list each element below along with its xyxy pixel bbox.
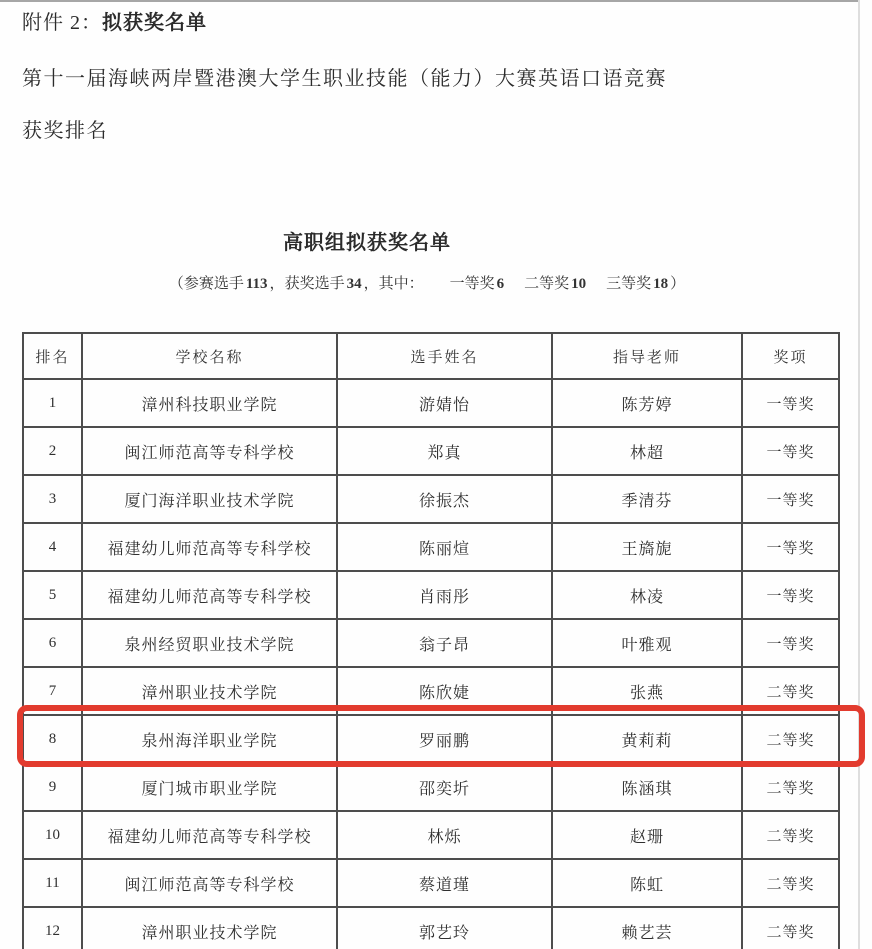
cell-contestant: 蔡道瑾 xyxy=(337,859,552,907)
cell-school: 福建幼儿师范高等专科学校 xyxy=(82,811,337,859)
cell-award: 二等奖 xyxy=(742,763,839,811)
cell-school: 漳州科技职业学院 xyxy=(82,379,337,427)
cell-teacher: 王旖旎 xyxy=(552,523,742,571)
cell-school: 厦门海洋职业技术学院 xyxy=(82,475,337,523)
cell-teacher: 季清芬 xyxy=(552,475,742,523)
participants-label: 参赛选手 xyxy=(183,276,244,292)
cell-teacher: 陈芳婷 xyxy=(552,379,742,427)
header-school: 学校名称 xyxy=(82,333,337,379)
cell-rank: 6 xyxy=(23,619,82,667)
attachment-title: 拟获奖名单 xyxy=(102,12,207,34)
cell-teacher: 林超 xyxy=(552,427,742,475)
table-row xyxy=(23,763,839,811)
cell-rank: 10 xyxy=(23,811,82,859)
cell-award: 二等奖 xyxy=(742,667,839,715)
third-prize-label: 三等奖 xyxy=(606,276,652,292)
header-contestant: 选手姓名 xyxy=(337,333,552,379)
cell-teacher: 赵珊 xyxy=(552,811,742,859)
winners-label: 获奖选手 xyxy=(284,276,345,292)
participants-count: 113 xyxy=(245,276,268,292)
header-teacher: 指导老师 xyxy=(552,333,742,379)
table-row-highlighted xyxy=(23,715,839,763)
cell-rank: 11 xyxy=(23,859,82,907)
summary-open-paren: （ xyxy=(168,276,184,292)
cell-school: 福建幼儿师范高等专科学校 xyxy=(82,571,337,619)
summary-sep1: ， xyxy=(269,276,285,292)
cell-contestant: 徐振杰 xyxy=(337,475,552,523)
second-prize-label: 二等奖 xyxy=(524,276,570,292)
competition-title-line: 第十一届海峡两岸暨港澳大学生职业技能（能力）大赛英语口语竞赛 xyxy=(22,68,667,90)
cell-teacher: 赖艺芸 xyxy=(552,907,742,949)
cell-contestant: 林烁 xyxy=(337,811,552,859)
cell-teacher: 林凌 xyxy=(552,571,742,619)
cell-teacher: 陈涵琪 xyxy=(552,763,742,811)
table-row xyxy=(23,859,839,907)
cell-award: 一等奖 xyxy=(742,571,839,619)
cell-rank: 1 xyxy=(23,379,82,427)
summary-close-paren: ） xyxy=(670,276,686,292)
cell-award: 一等奖 xyxy=(742,427,839,475)
cell-contestant: 郑真 xyxy=(337,427,552,475)
cell-school: 泉州经贸职业技术学院 xyxy=(82,619,337,667)
cell-rank: 5 xyxy=(23,571,82,619)
table-row xyxy=(23,907,839,949)
cell-teacher: 张燕 xyxy=(552,667,742,715)
cell-award: 二等奖 xyxy=(742,715,839,763)
table-row xyxy=(23,667,839,715)
cell-rank: 4 xyxy=(23,523,82,571)
cell-rank: 9 xyxy=(23,763,82,811)
header-rank: 排名 xyxy=(23,333,82,379)
cell-award: 一等奖 xyxy=(742,523,839,571)
table-row xyxy=(23,619,839,667)
cell-school: 泉州海洋职业学院 xyxy=(82,715,337,763)
cell-school: 漳州职业技术学院 xyxy=(82,907,337,949)
cell-school: 福建幼儿师范高等专科学校 xyxy=(82,523,337,571)
cell-contestant: 陈丽煊 xyxy=(337,523,552,571)
table-row xyxy=(23,523,839,571)
second-prize-count: 10 xyxy=(571,276,587,292)
section-title: 高职组拟获奖名单 xyxy=(283,232,451,254)
table-row xyxy=(23,811,839,859)
first-prize-count: 6 xyxy=(496,276,505,292)
summary-line xyxy=(0,272,854,293)
cell-award: 一等奖 xyxy=(742,475,839,523)
table-row xyxy=(23,427,839,475)
cell-school: 厦门城市职业学院 xyxy=(82,763,337,811)
cell-contestant: 邵奕圻 xyxy=(337,763,552,811)
attachment-heading xyxy=(22,6,207,35)
cell-rank: 3 xyxy=(23,475,82,523)
table-row xyxy=(23,571,839,619)
table-row xyxy=(23,379,839,427)
table-row xyxy=(23,475,839,523)
cell-rank: 8 xyxy=(23,715,82,763)
cell-contestant: 翁子昂 xyxy=(337,619,552,667)
cell-award: 二等奖 xyxy=(742,907,839,949)
header-award: 奖项 xyxy=(742,333,839,379)
cell-teacher: 叶雅观 xyxy=(552,619,742,667)
cell-award: 二等奖 xyxy=(742,811,839,859)
cell-award: 一等奖 xyxy=(742,379,839,427)
cell-teacher: 陈虹 xyxy=(552,859,742,907)
third-prize-count: 18 xyxy=(653,276,669,292)
cell-contestant: 肖雨彤 xyxy=(337,571,552,619)
cell-school: 闽江师范高等专科学校 xyxy=(82,859,337,907)
attachment-prefix: 附件 2： xyxy=(22,12,102,34)
table-header-row xyxy=(23,333,839,379)
winners-count: 34 xyxy=(346,276,362,292)
cell-contestant: 郭艺玲 xyxy=(337,907,552,949)
summary-sep2: ，其中： xyxy=(363,276,424,292)
award-table xyxy=(22,332,840,949)
cell-rank: 7 xyxy=(23,667,82,715)
page-right-edge xyxy=(858,0,860,949)
cell-school: 漳州职业技术学院 xyxy=(82,667,337,715)
ranking-label: 获奖排名 xyxy=(22,120,108,142)
cell-award: 一等奖 xyxy=(742,619,839,667)
cell-contestant: 罗丽鹏 xyxy=(337,715,552,763)
first-prize-label: 一等奖 xyxy=(449,276,495,292)
cell-award: 二等奖 xyxy=(742,859,839,907)
cell-school: 闽江师范高等专科学校 xyxy=(82,427,337,475)
page-top-edge xyxy=(0,0,860,2)
cell-rank: 12 xyxy=(23,907,82,949)
cell-contestant: 游婧怡 xyxy=(337,379,552,427)
cell-teacher: 黄莉莉 xyxy=(552,715,742,763)
cell-contestant: 陈欣婕 xyxy=(337,667,552,715)
cell-rank: 2 xyxy=(23,427,82,475)
